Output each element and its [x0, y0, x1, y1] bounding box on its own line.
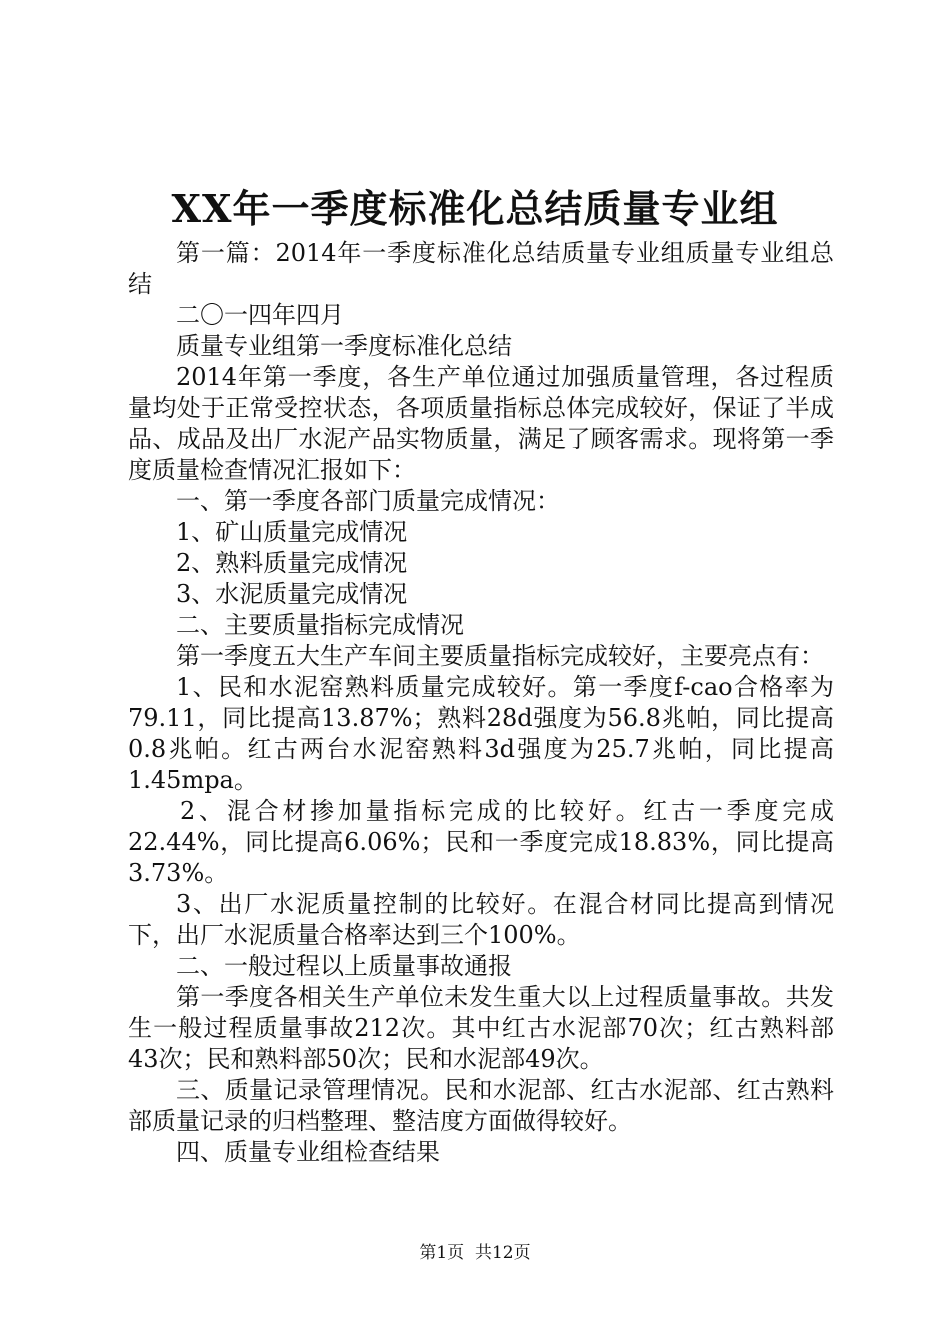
document-title: XX年一季度标准化总结质量专业组 [171, 186, 779, 231]
list-item: 2、熟料质量完成情况 [176, 549, 408, 577]
document-body [128, 238, 834, 1168]
paragraph-date: 二〇一四年四月 [176, 301, 344, 329]
section-heading-3: 二、一般过程以上质量事故通报 [176, 952, 512, 980]
paragraph-highlights-intro: 第一季度五大生产车间主要质量指标完成较好，主要亮点有： [176, 642, 824, 670]
paragraph-highlight-3: 3、出厂水泥质量控制的比较好。在混合材同比提高到情况下，出厂水泥质量合格率达到三个100%。 [128, 890, 834, 949]
page-number-footer: 第1页 共12页 [419, 1243, 531, 1263]
paragraph-intro: 2014年第一季度，各生产单位通过加强质量管理，各过程质量均处于正常受控状态，各项质量指标总体完成较好，保证了半成品、成品及出厂水泥产品实物质量，满足了顾客需求。现将第一季度质量检查情况汇报如下： [128, 363, 834, 484]
section-heading-2: 二、主要质量指标完成情况 [176, 611, 464, 639]
paragraph-first-chapter-heading: 第一篇：2014年一季度标准化总结质量专业组质量专业组总结 [128, 239, 834, 298]
list-item: 3、水泥质量完成情况 [176, 580, 408, 608]
paragraph-records: 三、质量记录管理情况。民和水泥部、红古水泥部、红古熟料部质量记录的归档整理、整洁度方面做得较好。 [128, 1076, 834, 1135]
paragraph-highlight-1: 1、民和水泥窑熟料质量完成较好。第一季度f-cao合格率为79.11，同比提高13.87%；熟料28d强度为56.8兆帕，同比提高0.8兆帕。红古两台水泥窑熟料3d强度为25.7兆帕，同比提高1.45mpa。 [128, 673, 834, 794]
paragraph-subtitle: 质量专业组第一季度标准化总结 [176, 332, 512, 360]
list-item: 1、矿山质量完成情况 [176, 518, 408, 546]
paragraph-incidents: 第一季度各相关生产单位未发生重大以上过程质量事故。共发生一般过程质量事故212次。其中红古水泥部70次；红古熟料部43次；民和熟料部50次；民和水泥部49次。 [128, 983, 834, 1073]
paragraph-highlight-2: 2、混合材掺加量指标完成的比较好。红古一季度完成22.44%，同比提高6.06%；民和一季度完成18.83%，同比提高3.73%。 [128, 797, 834, 887]
section-heading-1: 一、第一季度各部门质量完成情况： [176, 487, 560, 515]
section-heading-4: 四、质量专业组检查结果 [176, 1138, 440, 1166]
